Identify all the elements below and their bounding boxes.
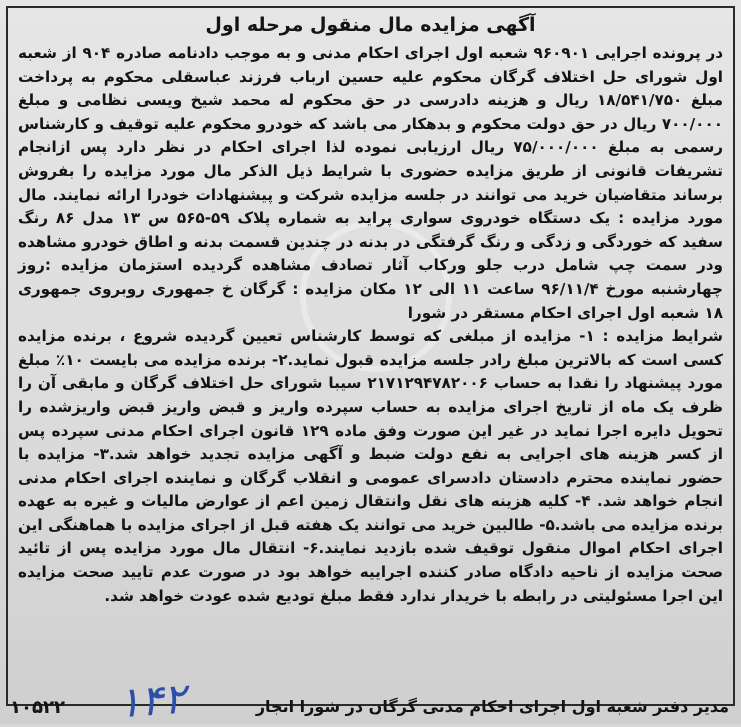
notice-title: آگهی مزایده مال منقول مرحله اول bbox=[205, 14, 536, 36]
notice-paragraph-case: در پرونده اجرایی ۹۶۰۹۰۱ شعبه اول اجرای احکام مدنی و به موجب دادنامه صادره ۹۰۴ از شعبه اول شورای حل اختلاف گرگان محکوم علیه حسین ارباب فرزند عباسقلی محکوم به پرداخت مبلغ ۱۸/۵۴۱/۷۵۰ ریال و هزینه دادرسی در حق محکوم له محمد شیخ ویسی نظامی و مبلغ ۷۰۰/۰۰۰ ریال در حق دولت محکوم و بدهکار می باشد که خودرو محکوم علیه توقیف و کارشناس رسمی به مبلغ ۷۵/۰۰۰/۰۰۰ ریال ارزیابی نموده لذا اجرای احکام در نظر دارد پس ازانجام تشریفات قانونی از طریق مزایده حضوری با شرایط ذیل الذکر مال مورد مزایده را بفروش برساند متقاضیان خرید می توانند در جلسه مزایده شرکت و پیشنهادات خودرا ارائه نمایند. مال مورد مزایده : یک دستگاه خودروی سواری پراید به شماره پلاک ۵۹-۵۶۵ س ۱۳ مدل ۸۶ رنگ سفید که خوردگی و زدگی و رنگ گرفتگی در بدنه در چندین قسمت بدنه و اطاق خودرو مشاهده ودر سمت چپ شامل درب جلو ورکاب آثار تصادف مشاهده گردیده استزمان مزایده :روز چهارشنبه مورخ ۹۶/۱۱/۴ ساعت ۱۱ الی ۱۲ مکان مزایده : گرگان خ جمهوری روبروی جمهوری ۱۸ شعبه اول اجرای احکام مستقر در شورا bbox=[18, 44, 723, 322]
notice-signature: مدیر دفتر شعبه اول اجرای احکام مدنی گرگان در شورا انجار bbox=[255, 697, 729, 716]
handwritten-number: ۱۴۲ bbox=[116, 673, 188, 727]
notice-paragraph-conditions: شرایط مزایده : ۱- مزایده از مبلغی که توسط کارشناس تعیین گردیده شروع ، برنده مزایده کسی است که بالاترین مبلغ رادر جلسه مزایده قبول نماید.۲- برنده مزایده می بایست ۱۰٪ مبلغ مورد پیشنهاد را نقدا به حساب ۲۱۷۱۲۹۴۷۸۲۰۰۶ سیبا شورای حل اختلاف گرگان و مابقی آن را ظرف یک ماه از تاریخ اجرای مزایده به حساب سپرده واریز و قبض واریز قبض واریزشده را تحویل دایره اجرا نماید در غیر این صورت وفق ماده ۱۲۹ قانون اجرای احکام مدنی سپرده پس از کسر هزینه های اجرایی به نفع دولت ضبط و آگهی مزایده تجدید خواهد شد.۳- مزایده با حضور نماینده محترم دادستان دادسرای عمومی و انقلاب گرگان و نماینده اجرای احکام مدنی انجام خواهد شد. ۴- کلیه هزینه های نقل وانتقال زمین اعم از عوارض مالیات و غیره به عهده برنده مزایده می باشد.۵- طالبین خرید می توانند یک هفته قبل از اجرای مزایده با هماهنگی این اجرای احکام اموال منقول توقیف شده بازدید نمایند.۶- انتقال مال مورد مزایده پس از تائید صحت مزایده از ناحیه دادگاه صادر کننده اجراییه خواهد بود در صورت عدم تایید صحت مزایده این اجرا مسئولیتی در رابطه با خریدار ندارد فقط مبلغ تودیع شده عودت خواهد شد. bbox=[18, 327, 723, 605]
notice-serial-number: ۱۰۵۲۲ bbox=[10, 697, 65, 718]
notice-body bbox=[18, 42, 723, 608]
